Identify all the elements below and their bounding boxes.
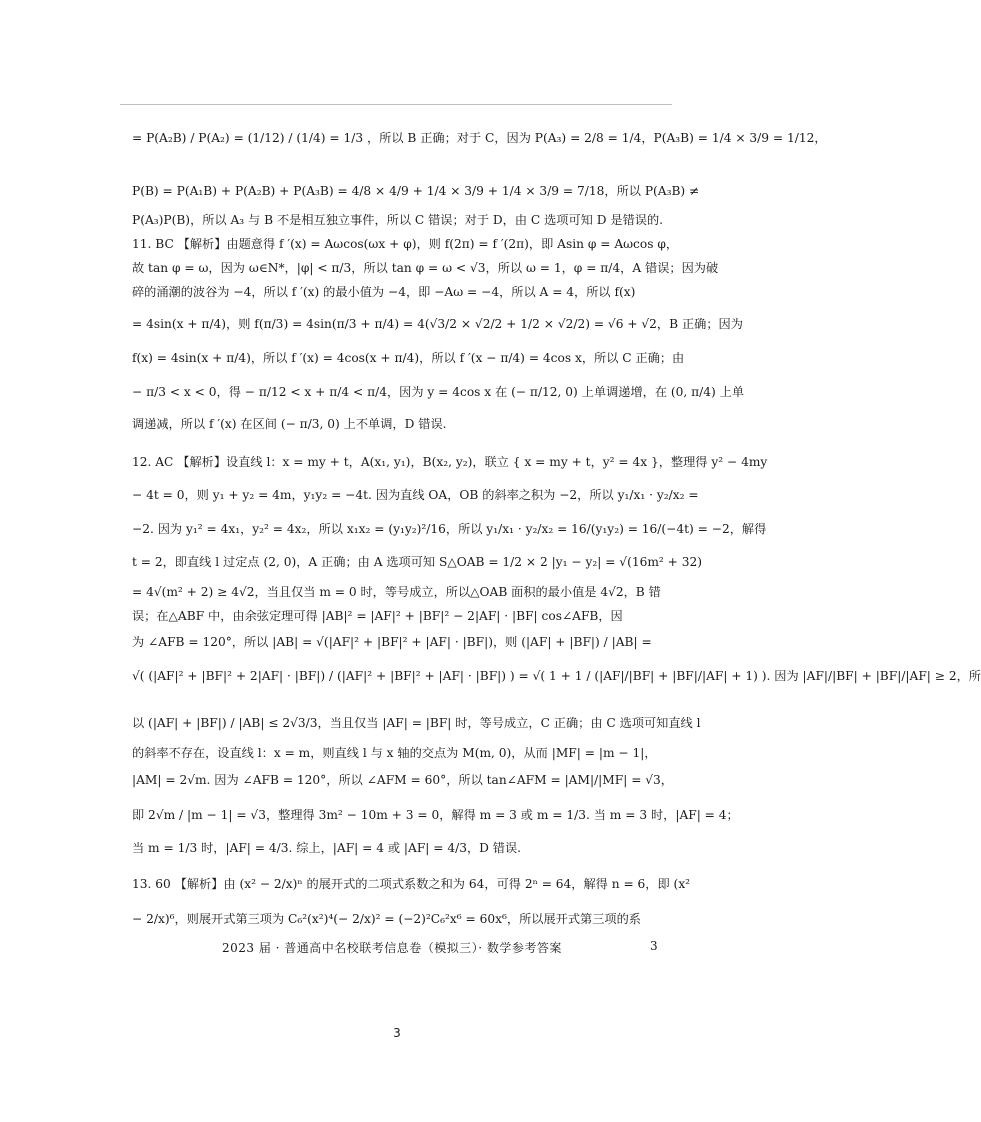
text-line: 11. BC 【解析】由题意得 f ′(x) = Aωcos(ωx + φ)，则 f(2π) = f ′(2π)，即 Asin φ = Aωcos φ， xyxy=(132,237,679,251)
text-line: 以 (|AF| + |BF|) / |AB| ≤ 2√3/3，当且仅当 |AF| = |BF| 时，等号成立，C 正确；由 C 选项可知直线 l xyxy=(132,716,701,730)
text-line: = P(A₂B) / P(A₂) = (1/12) / (1/4) = 1/3 ，所以 B 正确；对于 C，因为 P(A₃) = 2/8 = 1/4，P(A₃B) = 1/4 × 3/9 = 1/12， xyxy=(132,131,827,145)
text-line: P(B) = P(A₁B) + P(A₂B) + P(A₃B) = 4/8 × 4/9 + 1/4 × 3/9 + 1/4 × 3/9 = 7/18，所以 P(A₃B) ≠ xyxy=(132,184,700,198)
text-line: 12. AC 【解析】设直线 l：x = my + t，A(x₁, y₁)，B(x₂, y₂)，联立 { x = my + t，y² = 4x }，整理得 y² − 4my xyxy=(132,455,768,469)
answer-content xyxy=(132,118,981,938)
page-number: 3 xyxy=(650,939,658,953)
text-line: √( (|AF|² + |BF|² + 2|AF| · |BF|) / (|AF|² + |BF|² + |AF| · |BF|) ) = √( 1 + 1 / (|AF|/|BF| + |BF|/|AF| + 1) ). 因为 |AF|/|BF| + |BF|/|AF| ≥ 2，所 xyxy=(132,669,981,683)
page-number-bottom: 3 xyxy=(393,1026,401,1040)
text-line: − 4t = 0，则 y₁ + y₂ = 4m，y₁y₂ = −4t. 因为直线 OA，OB 的斜率之积为 −2，所以 y₁/x₁ · y₂/x₂ = xyxy=(132,488,699,502)
text-line: 13. 60 【解析】由 (x² − 2/x)ⁿ 的展开式的二项式系数之和为 64，可得 2ⁿ = 64，解得 n = 6，即 (x² xyxy=(132,877,691,891)
text-line: 为 ∠AFB = 120°，所以 |AB| = √(|AF|² + |BF|² + |AF| · |BF|)，则 (|AF| + |BF|) / |AB| = xyxy=(132,635,652,649)
text-line: P(A₃)P(B)，所以 A₃ 与 B 不是相互独立事件，所以 C 错误；对于 D，由 C 选项可知 D 是错误的. xyxy=(132,213,664,227)
text-line: 即 2√m / |m − 1| = √3，整理得 3m² − 10m + 3 = 0，解得 m = 3 或 m = 1/3. 当 m = 3 时，|AF| = 4； xyxy=(132,808,739,822)
text-line: 当 m = 1/3 时，|AF| = 4/3. 综上，|AF| = 4 或 |AF| = 4/3，D 错误. xyxy=(132,841,522,855)
header-rule xyxy=(120,104,672,105)
text-line: −2. 因为 y₁² = 4x₁，y₂² = 4x₂，所以 x₁x₂ = (y₁y₂)²/16，所以 y₁/x₁ · y₂/x₂ = 16/(y₁y₂) = 16/(−4t) = −2，解得 xyxy=(132,522,767,536)
text-line: 故 tan φ = ω，因为 ω∈N*，|φ| < π/3，所以 tan φ = ω < √3，所以 ω = 1，φ = π/4，A 错误；因为破 xyxy=(132,261,719,275)
text-line: |AM| = 2√m. 因为 ∠AFB = 120°，所以 ∠AFM = 60°，所以 tan∠AFM = |AM|/|MF| = √3， xyxy=(132,773,673,787)
footer-title: 2023 届 · 普通高中名校联考信息卷（模拟三）· 数学参考答案 xyxy=(222,941,562,955)
text-line: f(x) = 4sin(x + π/4)，所以 f ′(x) = 4cos(x + π/4)，所以 f ′(x − π/4) = 4cos x，所以 C 正确；由 xyxy=(132,351,685,365)
text-line: t = 2，即直线 l 过定点 (2, 0)，A 正确；由 A 选项可知 S△OAB = 1/2 × 2 |y₁ − y₂| = √(16m² + 32) xyxy=(132,555,702,569)
text-line: = 4sin(x + π/4)，则 f(π/3) = 4sin(π/3 + π/4) = 4(√3/2 × √2/2 + 1/2 × √2/2) = √6 + √2，B 正确；因为 xyxy=(132,317,743,331)
text-line: − 2/x)⁶，则展开式第三项为 C₆²(x²)⁴(− 2/x)² = (−2)²C₆²x⁶ = 60x⁶，所以展开式第三项的系 xyxy=(132,912,641,926)
text-line: 调递减，所以 f ′(x) 在区间 (− π/3, 0) 上不单调，D 错误. xyxy=(132,417,447,431)
text-line: = 4√(m² + 2) ≥ 4√2，当且仅当 m = 0 时，等号成立，所以△OAB 面积的最小值是 4√2，B 错 xyxy=(132,585,661,599)
text-line: 碎的涌潮的波谷为 −4，所以 f ′(x) 的最小值为 −4，即 −Aω = −4，所以 A = 4，所以 f(x) xyxy=(132,285,636,299)
text-line: 误；在△ABF 中，由余弦定理可得 |AB|² = |AF|² + |BF|² − 2|AF| · |BF| cos∠AFB，因 xyxy=(132,609,623,623)
text-line: 的斜率不存在，设直线 l：x = m，则直线 l 与 x 轴的交点为 M(m, 0)，从而 |MF| = |m − 1|， xyxy=(132,746,657,760)
text-line: − π/3 < x < 0，得 − π/12 < x + π/4 < π/4，因为 y = 4cos x 在 (− π/12, 0) 上单调递增，在 (0, π/4) 上单 xyxy=(132,385,745,399)
